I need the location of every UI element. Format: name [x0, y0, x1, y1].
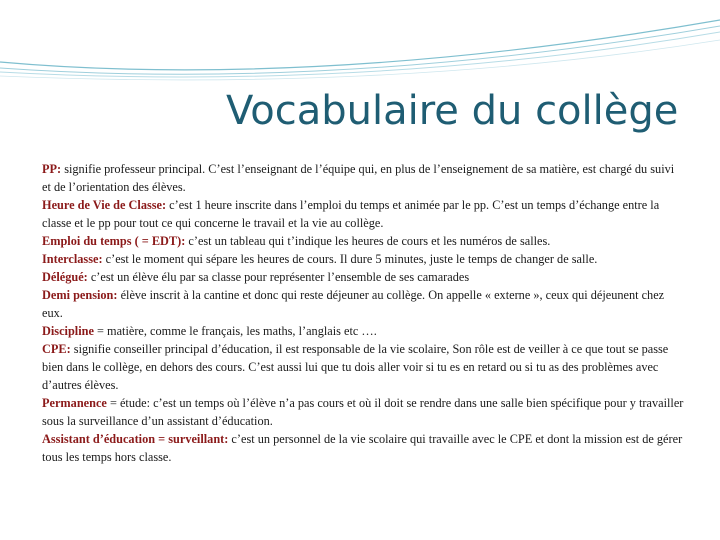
- vocab-entry-interclasse: [42, 250, 684, 268]
- vocab-definition: = matière, comme le français, les maths, l’anglais etc ….: [93, 324, 377, 338]
- header-wave-decoration: [0, 0, 720, 90]
- vocab-term: Discipline: [42, 324, 94, 338]
- vocab-definition: c’est un tableau qui t’indique les heures de cours et les numéros de salles.: [185, 234, 551, 248]
- vocab-term: Assistant d’éducation = surveillant:: [42, 432, 229, 446]
- vocab-term: CPE:: [42, 342, 71, 356]
- vocab-definition: c’est le moment qui sépare les heures de cours. Il dure 5 minutes, juste le temps de changer de salle.: [102, 252, 598, 266]
- vocab-entry-cpe: [42, 340, 684, 394]
- vocab-definition: c’est un personnel de la vie scolaire qui travaille avec le CPE et dont la mission est de gérer tous les temps hors classe.: [42, 432, 683, 464]
- vocab-definition: signifie conseiller principal d’éducation, il est responsable de la vie scolaire, Son rôle est de veiller à ce que tout se passe bien dans le collège, en dehors des cours. C’est aussi lui que tu dois aller voir si tu es en retard ou si tu as des problèmes avec d’autres élèves.: [42, 342, 669, 392]
- vocabulary-list: [42, 160, 684, 466]
- vocab-entry-demi-pension: [42, 286, 684, 322]
- vocab-term: Interclasse:: [42, 252, 103, 266]
- vocab-definition: élève inscrit à la cantine et donc qui reste déjeuner au collège. On appelle « externe », ceux qui déjeunent chez eux.: [42, 288, 665, 320]
- vocab-term: Emploi du temps ( = EDT):: [42, 234, 186, 248]
- vocab-term: PP:: [42, 162, 62, 176]
- vocab-definition: c’est 1 heure inscrite dans l’emploi du temps et animée par le pp. C’est un temps d’échange entre la classe et le pp pour tout ce qui concerne le travail et la vie au collège.: [42, 198, 660, 230]
- vocab-entry-heure-de-vie-de-classe: [42, 196, 684, 232]
- vocab-term: Demi pension:: [42, 288, 118, 302]
- slide-title: Vocabulaire du collège: [226, 88, 679, 134]
- vocab-term: Permanence: [42, 396, 107, 410]
- vocab-definition: = étude: c’est un temps où l’élève n’a pas cours et où il doit se rendre dans une salle bien spécifique pour y travailler sous la surveillance d’un assistant d’éducation.: [42, 396, 684, 428]
- vocab-entry-permanence: [42, 394, 684, 430]
- vocab-entry-pp: [42, 160, 684, 196]
- vocab-term: Délégué:: [42, 270, 88, 284]
- vocab-entry-delegue: [42, 268, 684, 286]
- vocab-definition: c’est un élève élu par sa classe pour représenter l’ensemble de ses camarades: [87, 270, 470, 284]
- vocab-entry-assistant-education: [42, 430, 684, 466]
- vocab-entry-emploi-du-temps: [42, 232, 684, 250]
- vocab-term: Heure de Vie de Classe:: [42, 198, 167, 212]
- vocab-entry-discipline: [42, 322, 684, 340]
- vocab-definition: signifie professeur principal. C’est l’enseignant de l’équipe qui, en plus de l’enseignement de sa matière, est chargé du suivi et de l’orientation des élèves.: [42, 162, 675, 194]
